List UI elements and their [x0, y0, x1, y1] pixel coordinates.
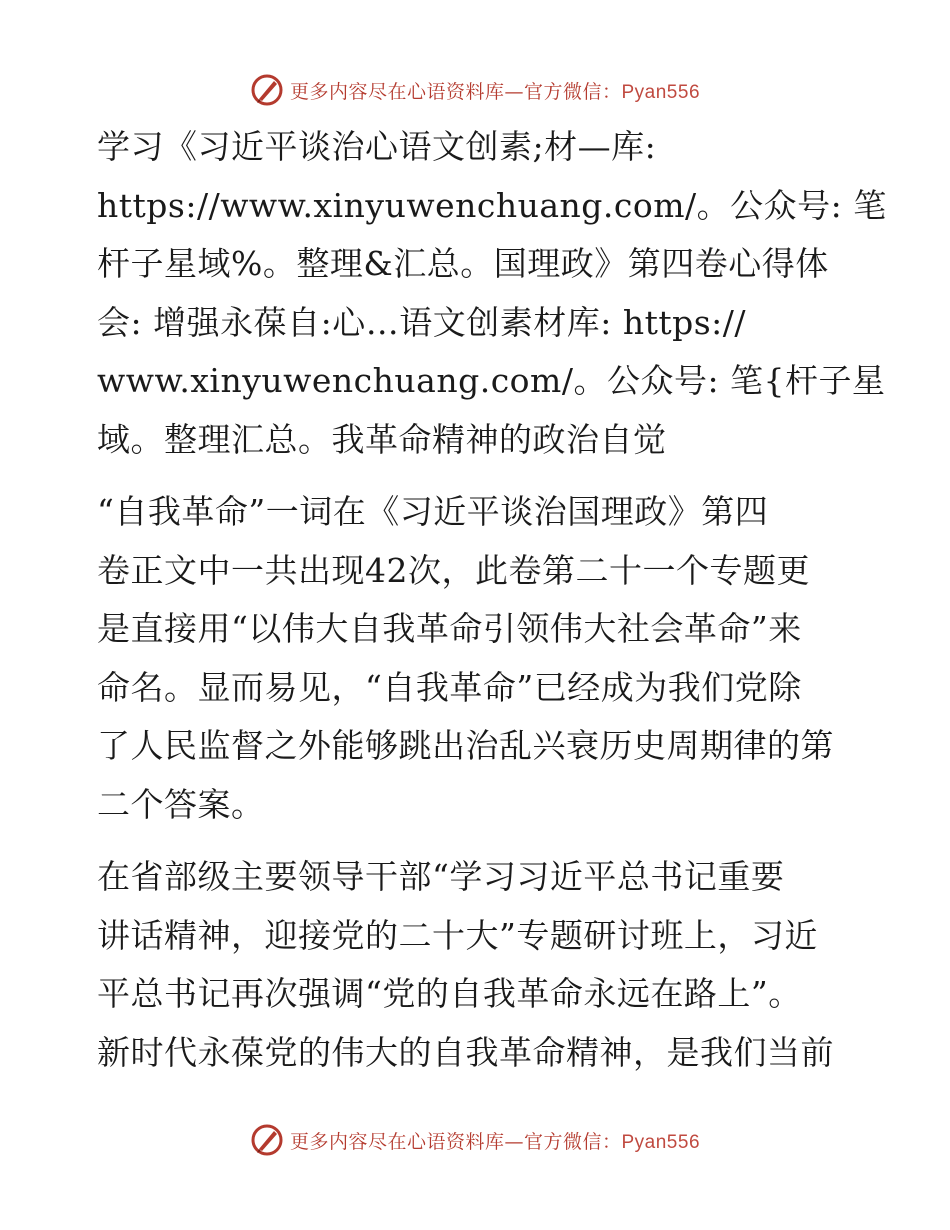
- text-line: 会: 增强永葆自:心…语文创素材库: https://: [97, 302, 747, 342]
- text-line: www.xinyuwenchuang.com/。公众号: 笔{杆子星: [97, 361, 886, 400]
- text-line: https://www.xinyuwenchuang.com/。公众号: 笔: [97, 185, 887, 225]
- document-body: [97, 118, 887, 1096]
- text-line: 新时代永葆党的伟大的自我革命精神，是我们当前: [97, 1032, 834, 1072]
- text-line: 卷正文中一共出现42次，此卷第二十一个专题更: [97, 550, 810, 590]
- footer-banner-text: 更多内容尽在心语资料库—官方微信：Pyan556: [289, 1130, 701, 1153]
- quill-pen-logo-icon: [250, 1123, 284, 1157]
- paragraph: [97, 848, 857, 1082]
- text-line: 讲话精神，迎接党的二十大”专题研讨班上，习近: [97, 915, 818, 955]
- text-line: 二个答案。: [97, 784, 265, 824]
- text-line: 是直接用“以伟大自我革命引领伟大社会革命”来: [97, 609, 802, 648]
- text-line: 命名。显而易见，“自我革命”已经成为我们党除: [97, 667, 802, 707]
- paragraph: [97, 118, 887, 469]
- quill-pen-logo-icon: [250, 73, 284, 107]
- text-line: 学习《习近平谈治心语文创素;材—库:: [97, 127, 657, 166]
- header-banner-text: 更多内容尽在心语资料库—官方微信：Pyan556: [289, 80, 701, 103]
- wechat-id: Pyan556: [621, 81, 701, 103]
- footer-banner: [0, 1120, 950, 1160]
- header-banner: [0, 70, 950, 110]
- wechat-id: Pyan556: [621, 1131, 701, 1153]
- text-line: 在省部级主要领导干部“学习习近平总书记重要: [97, 857, 785, 896]
- text-line: “自我革命”一词在《习近平谈治国理政》第四: [97, 492, 769, 531]
- paragraph: [97, 483, 857, 834]
- text-line: 杆子星域%。整理&汇总。国理政》第四卷心得体: [97, 244, 829, 283]
- text-line: 了人民监督之外能够跳出治乱兴衰历史周期律的第: [97, 726, 834, 765]
- text-line: 平总书记再次强调“党的自我革命永远在路上”。: [97, 974, 802, 1013]
- text-line: 域。整理汇总。我革命精神的政治自觉: [97, 419, 667, 459]
